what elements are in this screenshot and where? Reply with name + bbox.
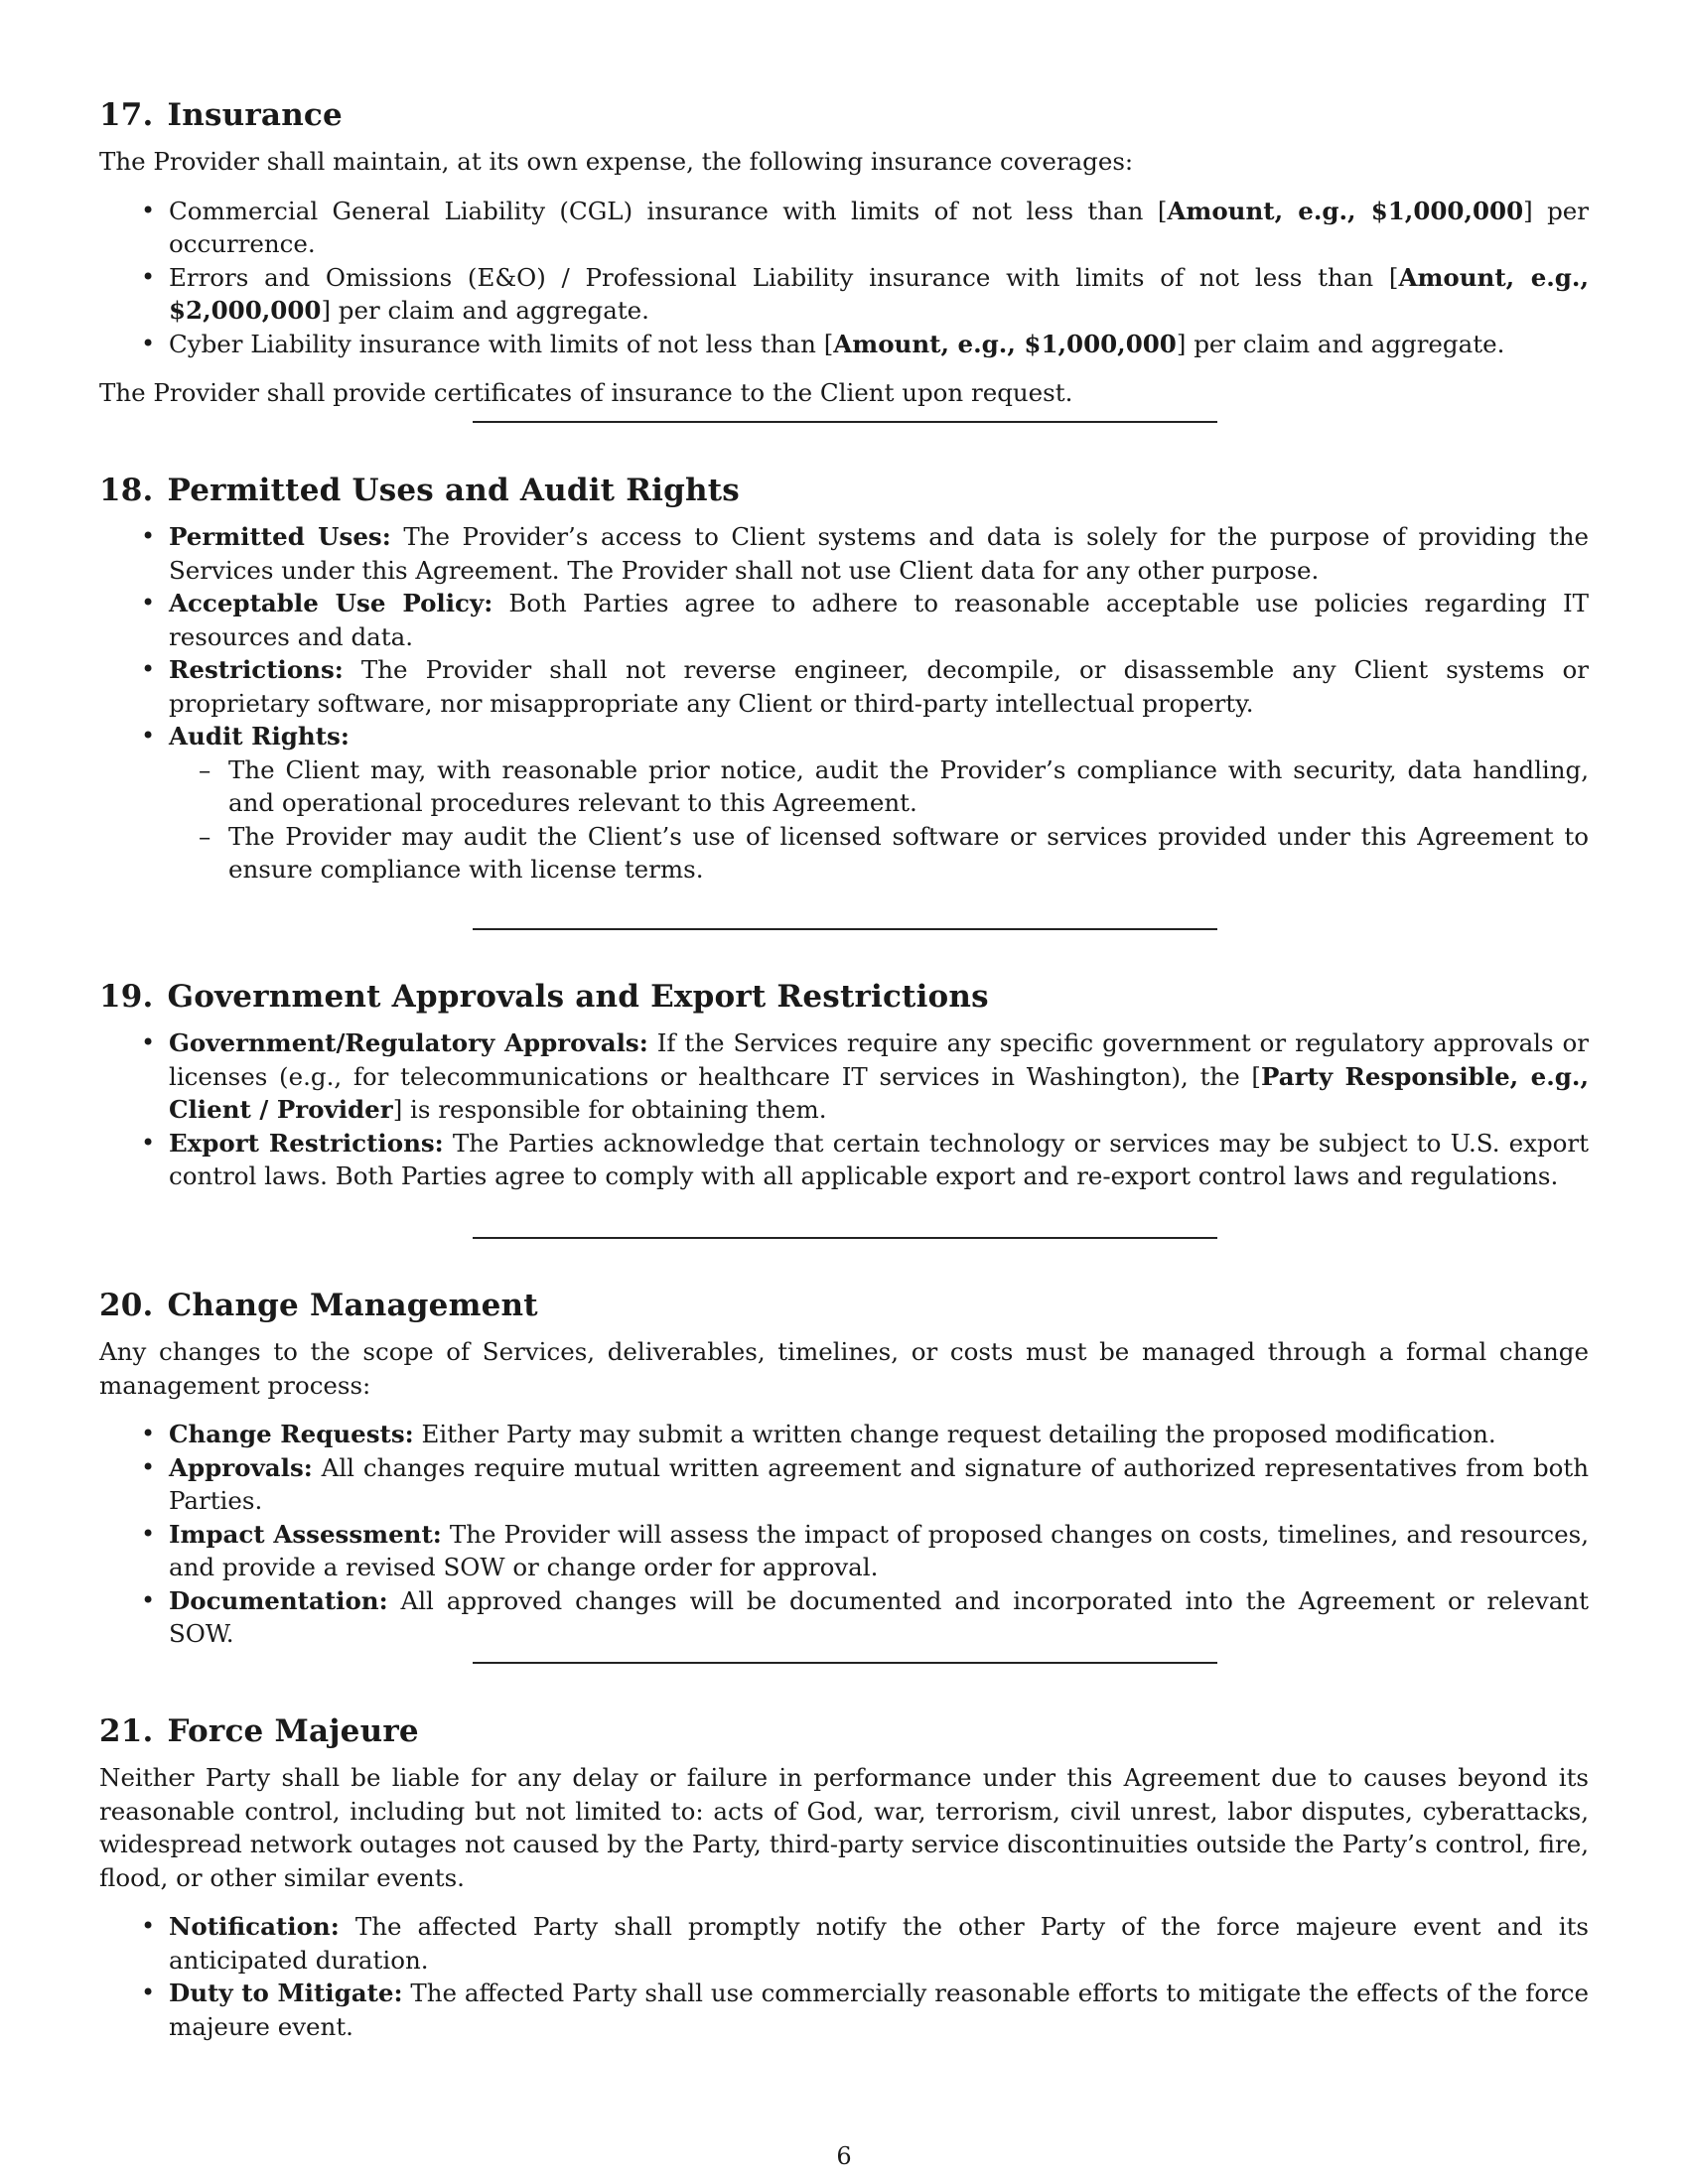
section-19-list [99,1026,1589,1193]
list-item: • Acceptable Use Policy: Both Parties agree to adhere to reasonable acceptable use policies regarding IT resources and data. [99,587,1589,653]
section-divider [473,1662,1217,1664]
section-18-heading: 18. Permitted Uses and Audit Rights [99,473,740,508]
list-item: • Impact Assessment: The Provider will assess the impact of proposed changes on costs, timelines, and resources, and provide a revised SOW or change order for approval. [99,1518,1589,1584]
section-17-list [99,195,1589,361]
list-item: • Documentation: All approved changes will be documented and incorporated into the Agreement or relevant SOW. [99,1584,1589,1651]
section-21-intro: Neither Party shall be liable for any delay or failure in performance under this Agreement due to causes beyond its reasonable control, including but not limited to: acts of God, war, terrorism, civil unrest, labor disputes, cyberattacks, widespread network outages not caused by the Party, third-party service discontinuities outside the Party’s control, fire, flood, or other similar events. [99,1763,1589,1892]
section-20-change-management [99,1286,1589,1651]
section-17-insurance [99,95,1589,410]
sub-list-item: – The Provider may audit the Client’s use of licensed software or services provided under this Agreement to ensure compliance with license terms. [169,820,1589,887]
section-21-force-majeure [99,1711,1589,2043]
list-item: • Notification: The affected Party shall promptly notify the other Party of the force majeure event and its anticipated duration. [99,1910,1589,1977]
audit-rights-sublist [169,753,1589,887]
list-item: • Cyber Liability insurance with limits of not less than [Amount, e.g., $1,000,000] per claim and aggregate. [99,328,1589,361]
section-18-permitted-uses [99,471,1589,887]
section-21-heading: 21. Force Majeure [99,1713,419,1749]
list-item: • Export Restrictions: The Parties acknowledge that certain technology or services may be subject to U.S. export control laws. Both Parties agree to comply with all applicable export and re-export control laws and regulations. [99,1127,1589,1193]
section-18-list [99,520,1589,887]
list-item: • Audit Rights: – The Client may, with reasonable prior notice, audit the Provider’s compliance with security, data handling, and operational procedures relevant to this Agreement. – The Provider may audit the Client’s use of licensed software or services provided under this Agreement to ensure compliance with license terms. [99,720,1589,887]
section-17-intro: The Provider shall maintain, at its own expense, the following insurance coverages: [99,147,1134,176]
list-item: • Permitted Uses: The Provider’s access to Client systems and data is solely for the purpose of providing the Services under this Agreement. The Provider shall not use Client data for any other purpose. [99,520,1589,587]
list-item: • Commercial General Liability (CGL) insurance with limits of not less than [Amount, e.g., $1,000,000] per occurrence. [99,195,1589,261]
list-item: • Errors and Omissions (E&O) / Professional Liability insurance with limits of not less than [Amount, e.g., $2,000,000] per claim and aggregate. [99,261,1589,328]
section-19-heading: 19. Government Approvals and Export Restrictions [99,979,989,1015]
list-item: • Change Requests: Either Party may submit a written change request detailing the proposed modification. [99,1418,1589,1451]
section-21-list [99,1910,1589,2043]
list-item: • Approvals: All changes require mutual written agreement and signature of authorized representatives from both Parties. [99,1451,1589,1518]
section-divider [473,928,1217,930]
section-20-heading: 20. Change Management [99,1288,538,1323]
list-item: • Duty to Mitigate: The affected Party shall use commercially reasonable efforts to mitigate the effects of the force majeure event. [99,1977,1589,2043]
page-number: 6 [836,2142,852,2170]
list-item: • Restrictions: The Provider shall not reverse engineer, decompile, or disassemble any Client systems or proprietary software, nor misappropriate any Client or third-party intellectual property. [99,653,1589,720]
section-divider [473,421,1217,423]
section-17-closing: The Provider shall provide certificates of insurance to the Client upon request. [99,378,1073,407]
section-20-intro: Any changes to the scope of Services, deliverables, timelines, or costs must be managed through a formal change management process: [99,1337,1589,1400]
section-divider [473,1237,1217,1239]
section-19-government-approvals [99,977,1589,1193]
section-17-heading: 17. Insurance [99,97,343,133]
section-20-list [99,1418,1589,1651]
sub-list-item: – The Client may, with reasonable prior notice, audit the Provider’s compliance with security, data handling, and operational procedures relevant to this Agreement. [169,753,1589,820]
list-item: • Government/Regulatory Approvals: If the Services require any specific government or regulatory approvals or licenses (e.g., for telecommunications or healthcare IT services in Washington), the [Party Responsible, e.g., Client / Provider] is responsible for obtaining them. [99,1026,1589,1127]
